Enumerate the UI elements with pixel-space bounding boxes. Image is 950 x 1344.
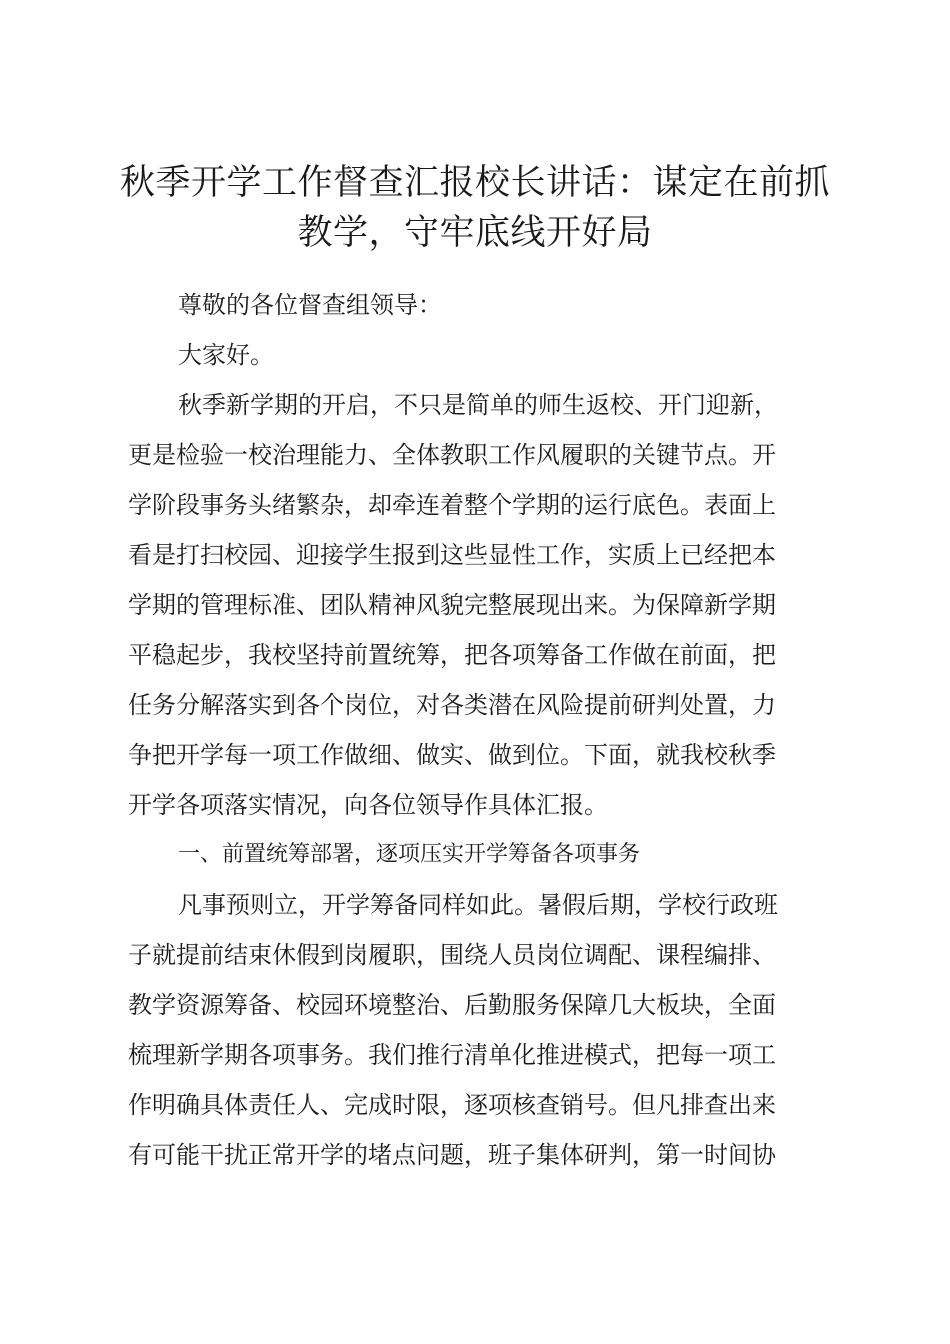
greeting: 大家好。 (178, 341, 274, 369)
section-1-heading: 一、前置统筹部署，逐项压实开学筹备各项事务 (178, 842, 641, 867)
section-1-line-1: 凡事预则立，开学筹备同样如此。暑假后期，学校行政班 (178, 891, 778, 919)
intro-line-1: 秋季新学期的开启，不只是简单的师生返校、开门迎新， (178, 391, 778, 419)
intro-line-7: 任务分解落实到各个岗位，对各类潜在风险提前研判处置，力 (128, 691, 776, 719)
intro-line-9: 开学各项落实情况，向各位领导作具体汇报。 (128, 791, 608, 819)
salutation: 尊敬的各位督查组领导： (178, 291, 442, 319)
intro-line-5: 学期的管理标准、团队精神风貌完整展现出来。为保障新学期 (128, 591, 776, 619)
section-1-line-4: 梳理新学期各项事务。我们推行清单化推进模式，把每一项工 (128, 1041, 776, 1069)
section-1-line-2: 子就提前结束休假到岗履职，围绕人员岗位调配、课程编排、 (128, 941, 776, 969)
intro-line-3: 学阶段事务头绪繁杂，却牵连着整个学期的运行底色。表面上 (128, 491, 776, 519)
section-1-line-3: 教学资源筹备、校园环境整治、后勤服务保障几大板块，全面 (128, 991, 776, 1019)
document-title (100, 158, 850, 258)
title-line-2: 教学，守牢底线开好局 (297, 213, 653, 253)
section-1-line-5: 作明确具体责任人、完成时限，逐项核查销号。但凡排查出来 (128, 1091, 776, 1119)
intro-line-8: 争把开学每一项工作做细、做实、做到位。下面，就我校秋季 (128, 741, 776, 769)
intro-line-4: 看是打扫校园、迎接学生报到这些显性工作，实质上已经把本 (128, 541, 776, 569)
intro-line-6: 平稳起步，我校坚持前置统筹，把各项筹备工作做在前面，把 (128, 641, 776, 669)
intro-line-2: 更是检验一校治理能力、全体教职工作风履职的关键节点。开 (128, 441, 776, 469)
section-1-line-6: 有可能干扰正常开学的堵点问题，班子集体研判，第一时间协 (128, 1141, 776, 1169)
title-line-1: 秋季开学工作督查汇报校长讲话：谋定在前抓 (119, 163, 830, 203)
